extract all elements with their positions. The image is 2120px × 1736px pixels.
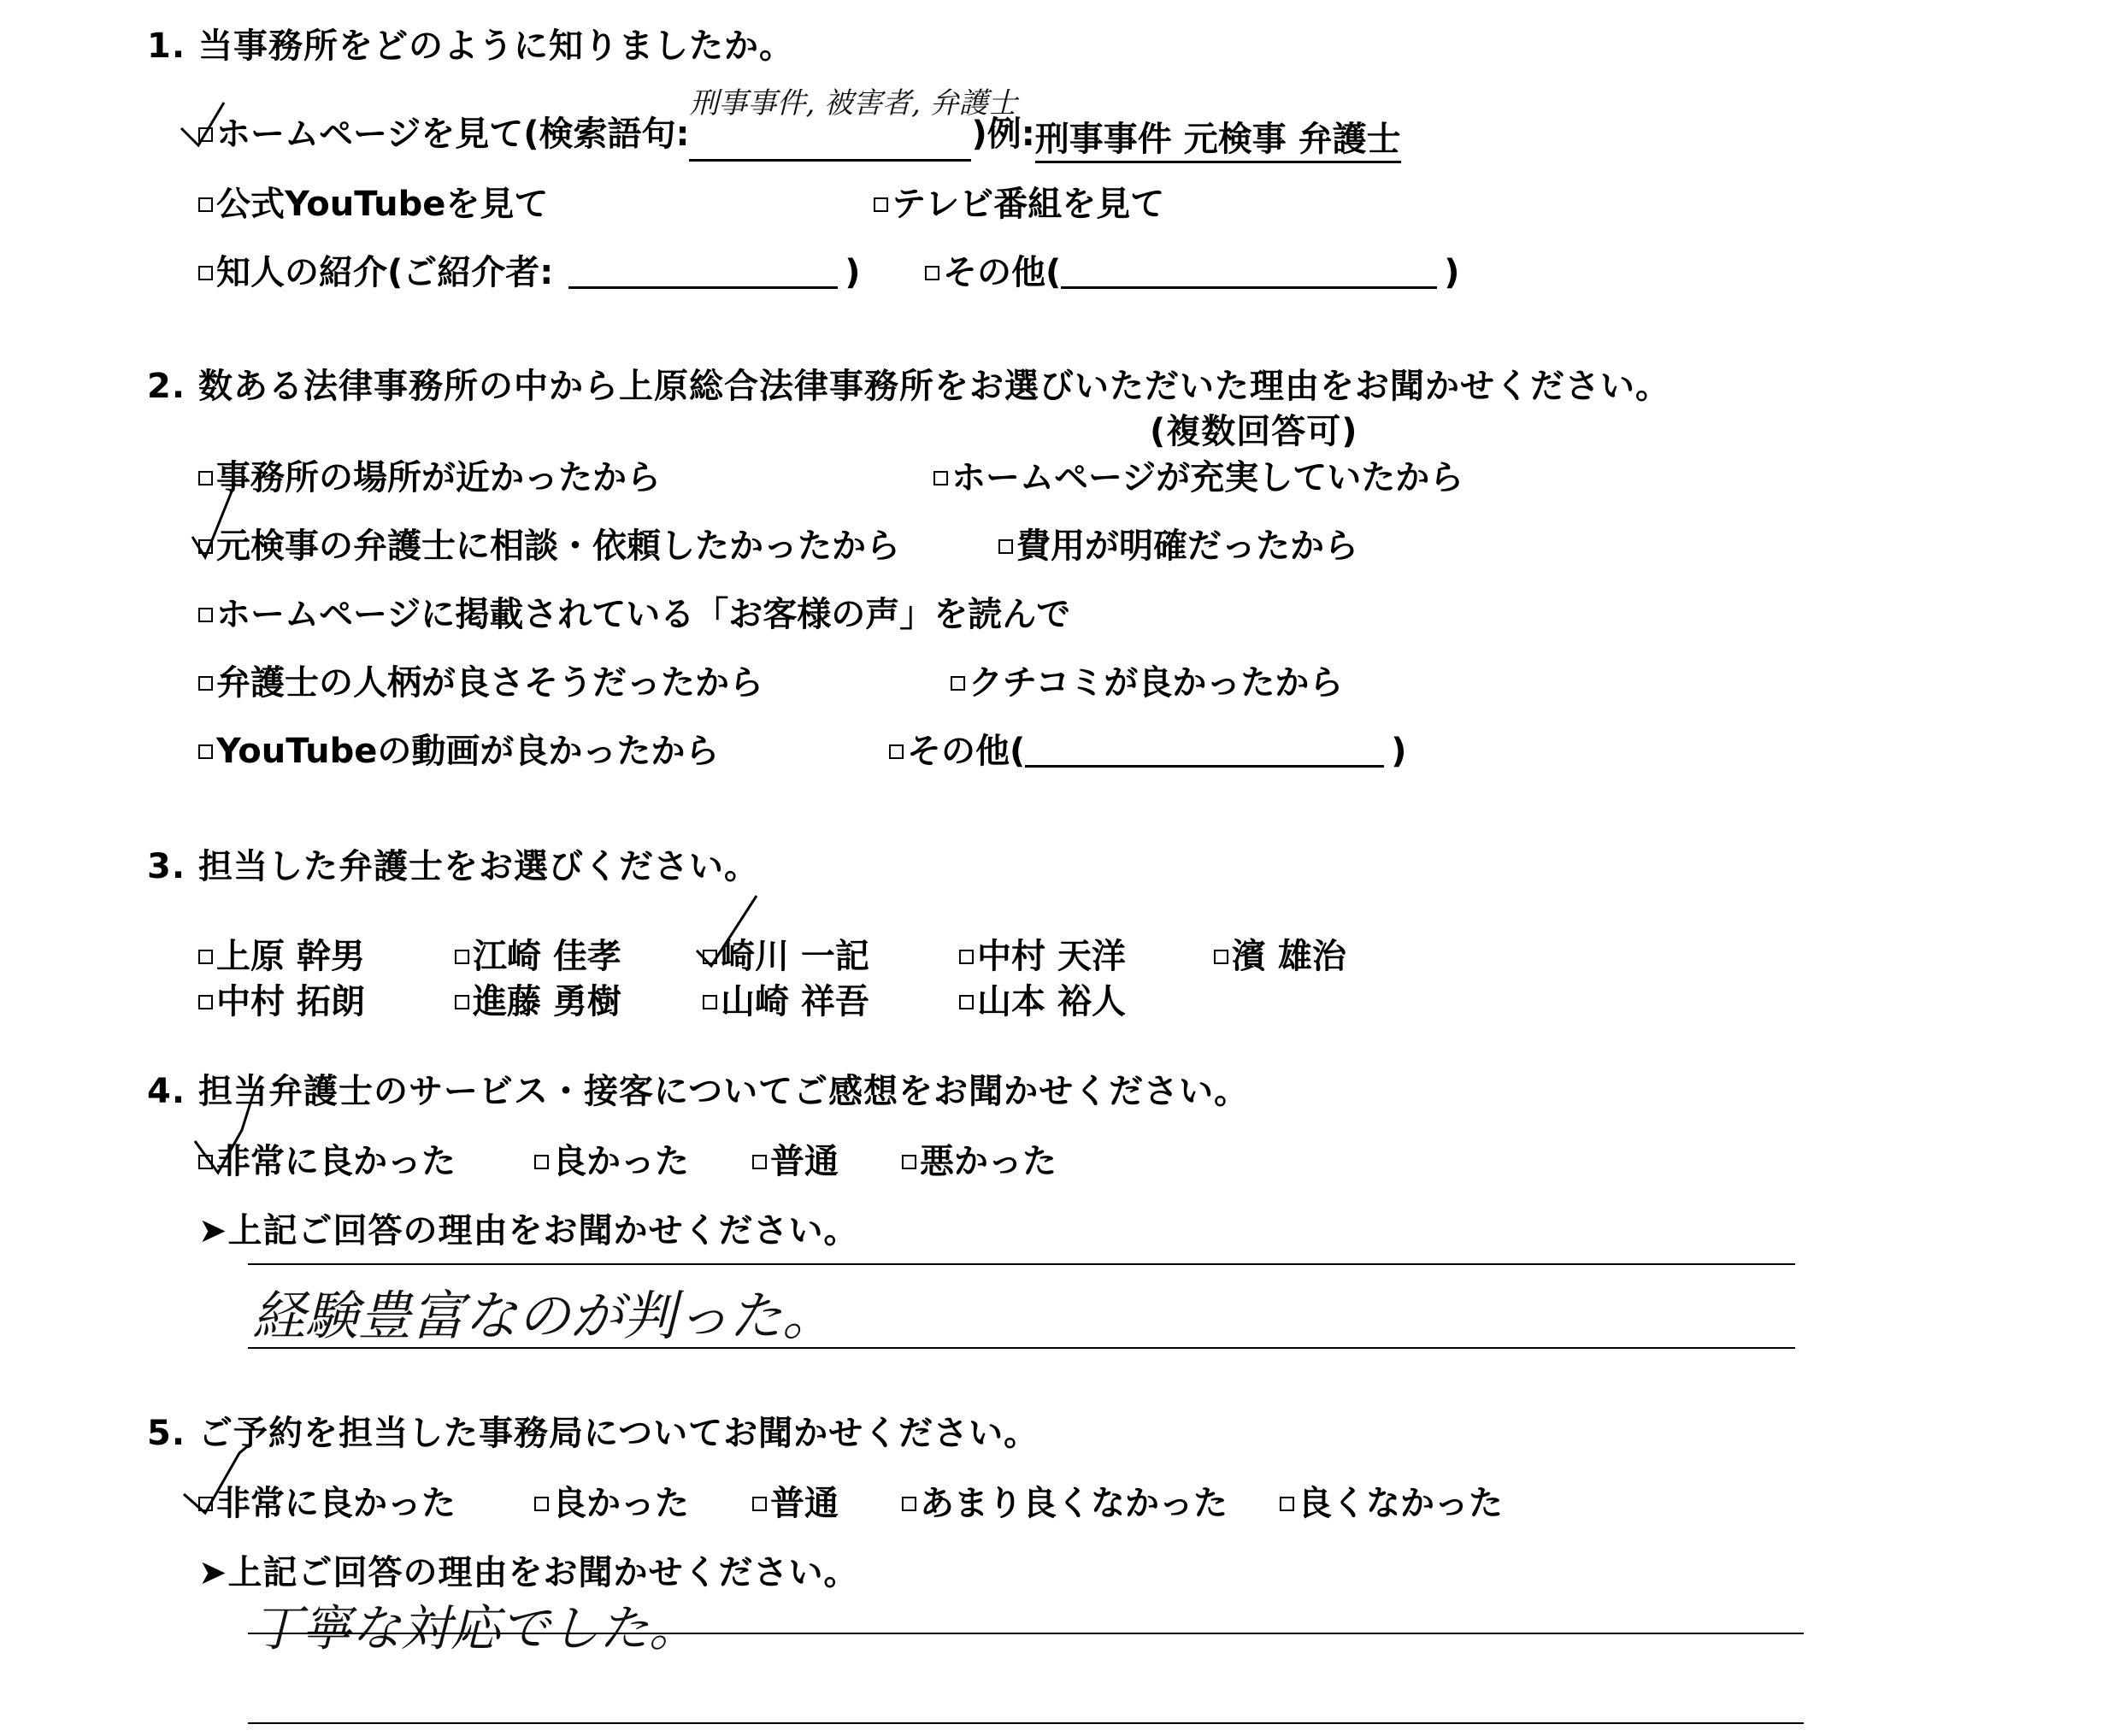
q2-option-reviews[interactable] <box>951 656 1343 704</box>
q1-other-label: その他( <box>943 253 1062 292</box>
checkbox[interactable] <box>902 1155 916 1169</box>
q2-option-youtube-label: YouTubeの動画が良かったから <box>216 732 720 771</box>
lawyer-name: 濱 雄治 <box>1232 937 1346 976</box>
q4-option[interactable] <box>752 1134 839 1183</box>
q2-option-personality-label: 弁護士の人柄が良さそうだったから <box>216 663 763 703</box>
lawyer-option[interactable] <box>198 974 365 1023</box>
q4-reason-answer[interactable]: 経験豊富なのが判った。 <box>252 1285 836 1347</box>
q3-title: 3. 担当した弁護士をお選びください。 <box>147 847 759 886</box>
checkbox[interactable] <box>455 995 469 1009</box>
q2-note: (複数回答可) <box>1150 412 1358 451</box>
q4-option[interactable] <box>534 1134 689 1183</box>
checkbox[interactable] <box>752 1155 767 1169</box>
checkbox[interactable] <box>198 744 213 759</box>
checkbox[interactable] <box>703 950 717 964</box>
q2-title: 2. 数ある法律事務所の中から上原総合法律事務所をお選びいただいた理由をお聞かせください。 <box>147 367 1670 406</box>
q1-title: 1. 当事務所をどのように知りましたか。 <box>147 26 794 66</box>
q5-option-label: 非常に良かった <box>216 1484 456 1523</box>
q1-youtube-option[interactable] <box>198 177 548 226</box>
q4-option[interactable] <box>198 1134 456 1183</box>
lawyer-option[interactable] <box>959 974 1126 1023</box>
q5-answer-line-top <box>248 1633 1804 1634</box>
q5-title: 5. ご予約を担当した事務局についてお聞かせください。 <box>147 1414 1039 1453</box>
q4-answer-line-bottom <box>248 1347 1795 1349</box>
q2-option-other-close: ) <box>1391 732 1407 771</box>
q5-option[interactable] <box>1280 1476 1503 1525</box>
checkbox[interactable] <box>198 127 213 142</box>
q2-option-location-label: 事務所の場所が近かったから <box>216 458 661 497</box>
checkbox[interactable] <box>752 1497 767 1511</box>
q2-option-homepage-label: ホームページが充実していたから <box>951 458 1464 497</box>
checkbox[interactable] <box>198 608 213 622</box>
q4-reason-prompt: ➤上記ご回答の理由をお聞かせください。 <box>198 1211 859 1251</box>
q4-option-label: 普通 <box>770 1142 839 1181</box>
q2-option-other-label: その他( <box>907 732 1026 771</box>
checkbox[interactable] <box>1280 1497 1294 1511</box>
q1-referral-option[interactable] <box>198 245 861 294</box>
lawyer-name: 中村 拓朗 <box>216 982 365 1021</box>
lawyer-option[interactable] <box>1214 929 1346 978</box>
q1-referral-label: 知人の紹介(ご紹介者: <box>216 253 554 292</box>
q4-answer-line-top <box>248 1263 1795 1265</box>
checkbox[interactable] <box>874 197 888 212</box>
lawyer-option[interactable] <box>959 929 1126 978</box>
q4-option[interactable] <box>902 1134 1057 1183</box>
checkbox[interactable] <box>925 266 939 280</box>
q2-option-prosecutor-label: 元検事の弁護士に相談・依頼したかったから <box>216 527 900 566</box>
q2-option-fee[interactable] <box>998 519 1358 568</box>
checkbox[interactable] <box>198 995 213 1009</box>
q1-referral-blank[interactable] <box>568 286 838 289</box>
lawyer-option[interactable] <box>703 974 869 1023</box>
q5-option-label: 普通 <box>770 1484 839 1523</box>
checkbox[interactable] <box>198 1497 213 1511</box>
checkbox[interactable] <box>959 995 974 1009</box>
q1-search-terms-handwritten: 刑事事件, 被害者, 弁護士 <box>689 86 1017 121</box>
checkbox[interactable] <box>198 676 213 691</box>
q4-title: 4. 担当弁護士のサービス・接客についてご感想をお聞かせください。 <box>147 1072 1250 1111</box>
q1-other-close: ) <box>1444 253 1460 292</box>
checkbox[interactable] <box>455 950 469 964</box>
q4-option-label: 非常に良かった <box>216 1142 456 1181</box>
q5-option[interactable] <box>902 1476 1228 1525</box>
lawyer-name: 上原 幹男 <box>216 937 365 976</box>
q5-option-label: あまり良くなかった <box>920 1484 1228 1523</box>
lawyer-option[interactable] <box>455 974 621 1023</box>
q1-example-label: )例: <box>971 115 1035 154</box>
checkbox[interactable] <box>902 1497 916 1511</box>
q1-referral-close: ) <box>845 253 861 292</box>
q1-youtube-label: 公式YouTubeを見て <box>216 185 549 224</box>
q2-option-homepage[interactable] <box>933 450 1463 499</box>
q1-other-blank[interactable] <box>1061 286 1437 289</box>
q2-option-youtube[interactable] <box>198 724 719 773</box>
checkbox[interactable] <box>198 197 213 212</box>
q5-option[interactable] <box>198 1476 456 1525</box>
q5-reason-answer[interactable]: 丁寧な対応でした。 <box>252 1599 699 1657</box>
lawyer-name: 江崎 佳孝 <box>473 937 621 976</box>
q2-option-location[interactable] <box>198 450 661 499</box>
checkbox[interactable] <box>959 950 974 964</box>
q1-search-terms-blank[interactable] <box>689 86 1017 162</box>
q2-option-customer-voice-label: ホームページに掲載されている「お客様の声」を読んで <box>216 595 1071 634</box>
q2-option-fee-label: 費用が明確だったから <box>1016 527 1358 566</box>
checkbox[interactable] <box>534 1497 549 1511</box>
q1-homepage-option[interactable] <box>198 86 1401 163</box>
q5-option[interactable] <box>534 1476 689 1525</box>
lawyer-name: 進藤 勇樹 <box>473 982 621 1021</box>
checkbox[interactable] <box>198 539 213 554</box>
q4-option-label: 良かった <box>552 1142 689 1181</box>
checkbox[interactable] <box>198 950 213 964</box>
q2-option-other[interactable] <box>889 724 1407 773</box>
lawyer-option[interactable] <box>198 929 365 978</box>
checkbox[interactable] <box>198 266 213 280</box>
lawyer-option[interactable] <box>455 929 621 978</box>
lawyer-name: 中村 天洋 <box>977 937 1126 976</box>
q2-option-customer-voice[interactable] <box>198 587 1070 636</box>
q1-homepage-label: ホームページを見て(検索語句: <box>216 115 690 154</box>
checkbox[interactable] <box>889 744 904 759</box>
q5-option[interactable] <box>752 1476 839 1525</box>
q1-example-terms: 刑事事件 元検事 弁護士 <box>1035 112 1401 163</box>
lawyer-name: 山崎 祥吾 <box>721 982 869 1021</box>
lawyer-option[interactable] <box>703 929 869 978</box>
checkbox[interactable] <box>998 539 1013 554</box>
q2-option-personality[interactable] <box>198 656 763 704</box>
checkbox[interactable] <box>198 471 213 485</box>
q5-reason-prompt: ➤上記ご回答の理由をお聞かせください。 <box>198 1553 859 1592</box>
q1-tv-label: テレビ番組を見て <box>892 185 1165 224</box>
lawyer-name: 山本 裕人 <box>977 982 1126 1021</box>
q1-other-option[interactable] <box>925 245 1460 294</box>
checkbox[interactable] <box>1214 950 1228 964</box>
q2-option-prosecutor[interactable] <box>198 519 900 568</box>
q5-option-label: 良かった <box>552 1484 689 1523</box>
q2-other-blank[interactable] <box>1025 765 1384 768</box>
checkbox[interactable] <box>534 1155 549 1169</box>
q1-tv-option[interactable] <box>874 177 1164 226</box>
checkbox[interactable] <box>933 471 948 485</box>
checkbox[interactable] <box>198 1155 213 1169</box>
checkbox[interactable] <box>703 995 717 1009</box>
checkbox[interactable] <box>951 676 965 691</box>
q5-option-label: 良くなかった <box>1298 1484 1503 1523</box>
q4-option-label: 悪かった <box>920 1142 1057 1181</box>
lawyer-name: 崎川 一記 <box>721 937 869 976</box>
q2-option-reviews-label: クチコミが良かったから <box>969 663 1344 703</box>
q5-answer-line-bottom <box>248 1722 1804 1724</box>
